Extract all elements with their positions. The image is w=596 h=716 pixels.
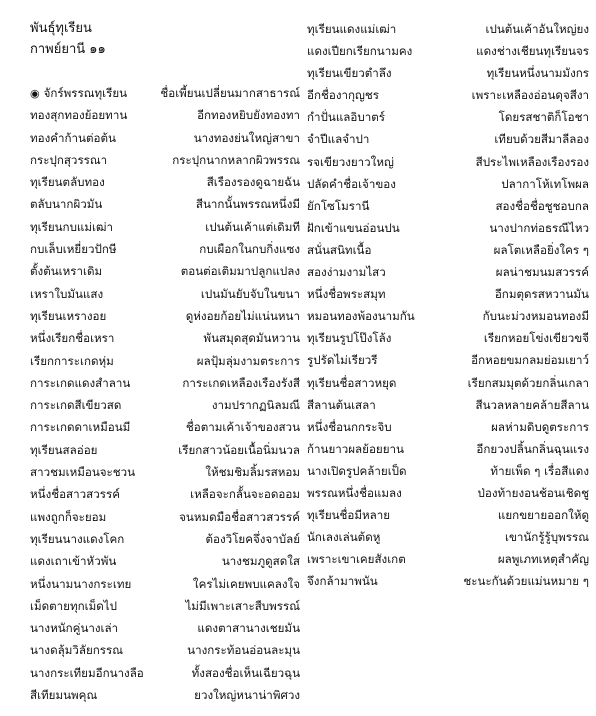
verse-second-half: ต้องวิโยคจึ่งจาบัลย์: [205, 531, 300, 546]
verse-first-text: รูปรัดไม่เรียวรี: [307, 353, 378, 368]
verse-first-half: [307, 261, 386, 283]
verse-first-text: ทุเรียนสลอ่อย: [30, 442, 98, 457]
verse-first-half: [30, 662, 144, 684]
verse-line: [307, 217, 589, 239]
verse-first-text: เม็ดตายทุกเม็ดไป: [30, 598, 117, 613]
verse-first-half: [307, 526, 380, 548]
verse-first-text: สาวชมเหมือนจะชวน: [30, 465, 136, 480]
verse-second-half: การะเกดเหลืองเรืองรังสี: [182, 375, 300, 390]
verse-first-text: ทุเรียนรูปโป๊งโล้ง: [307, 331, 392, 346]
verse-first-text: รจเขียวงยาวใหญ่: [307, 154, 394, 169]
verse-first-half: [307, 438, 404, 460]
verse-first-half: [30, 82, 127, 104]
verse-line: [307, 548, 589, 570]
verse-second-half: ยวงใหญ่หนาน่าพิศวง: [194, 688, 300, 703]
verse-second-half: ทุเรียนหนึ่งนามมังกร: [486, 66, 589, 81]
verse-first-half: [30, 171, 105, 193]
verse-line: [307, 84, 589, 106]
verse-line: [30, 394, 300, 416]
verse-second-half: ปลากาโห้เทโพผล: [501, 176, 589, 191]
verse-second-half: พันสมุดสุดมันหวาน: [203, 331, 300, 346]
verse-line: [307, 173, 589, 195]
verse-second-half: ชื่อเพี้ยนเปลี่ยนมากสาธารณ์: [160, 86, 300, 100]
verse-first-text: ตลับนากผิวมัน: [30, 197, 103, 212]
verse-second-half: นางทองย่นใหญ่สาขา: [193, 130, 300, 145]
verse-first-half: [307, 416, 392, 438]
verse-first-text: ทุเรียนชื่อมีหลาย: [307, 508, 391, 523]
poem-meter: กาพย์ยานี ๑๑: [30, 42, 106, 57]
verse-second-half: นางปากท่อธรณีไหว: [489, 220, 589, 235]
verse-line: [307, 40, 589, 62]
verse-first-text: สีเทียมนพคุณ: [30, 688, 98, 703]
verse-first-text: ทุเรียนแดงแม่เฒ่า: [307, 22, 397, 36]
verse-first-text: ทุเรียนเขียวตำลึง: [307, 66, 392, 81]
verse-second-half: เรียกสมมุตด้วยกลิ่นเกลา: [467, 375, 589, 390]
verse-line: [307, 327, 589, 349]
verse-first-text: ฝักเข้าแขนอ่อนปน: [307, 220, 400, 235]
verse-first-half: [30, 327, 114, 349]
verse-first-text: สองง่ามงามไสว: [307, 265, 386, 280]
verse-second-half: กระปุกนากหลากผิวพรรณ: [172, 152, 300, 167]
verse-line: [30, 193, 300, 215]
verse-first-half: [30, 483, 120, 505]
verse-first-half: [307, 18, 396, 40]
verse-first-half: [307, 128, 369, 150]
verse-line: [30, 350, 300, 372]
verse-first-text: หนึ่งเรียกชื่อเหรา: [30, 331, 115, 346]
verse-line: [30, 171, 300, 193]
verse-first-half: [307, 482, 402, 504]
verse-first-half: [307, 239, 371, 261]
verse-second-half: โดยรสชาติก็โอชา: [498, 110, 589, 125]
verse-line: [307, 106, 589, 128]
verse-line: [30, 149, 300, 171]
verse-line: [30, 573, 300, 595]
verse-first-half: [307, 62, 392, 84]
verse-first-half: [307, 349, 378, 371]
verse-first-half: [30, 305, 106, 327]
verse-first-text: หนึ่งชื่อนกกระจิบ: [307, 419, 392, 434]
verse-first-half: [30, 595, 117, 617]
verse-first-text: สีลานต้นเสลา: [307, 397, 376, 412]
verse-first-text: ทุเรียนชื่อสาวหยุด: [307, 375, 397, 390]
verse-first-text: การะเกดดาเหมือนมี: [30, 420, 131, 435]
verse-second-half: อีกยวงปลิ้นกลิ่นฉุนแรง: [476, 441, 589, 456]
verse-first-half: [307, 283, 386, 305]
verse-first-half: [30, 550, 116, 572]
verse-second-half: เขานักรู้รู้บุพรรณ: [504, 530, 589, 545]
right-column: [307, 18, 589, 592]
verse-second-half: ผลโตเหลือยิ่งใคร ๆ: [493, 242, 589, 257]
verse-line: [30, 528, 300, 550]
verse-line: [307, 372, 589, 394]
verse-second-half: ให้ชมชิมลิ้มรสหอม: [205, 465, 300, 480]
verse-line: [307, 504, 589, 526]
verse-first-half: [30, 416, 130, 438]
verse-first-half: [30, 350, 114, 372]
verse-first-half: [307, 173, 396, 195]
verse-first-text: หนึ่งชื่อสาวสวรรค์: [30, 487, 120, 502]
verse-first-text: ยักโซโมรานี: [307, 198, 370, 213]
verse-first-text: กระปุกสุวรรณา: [30, 152, 108, 167]
verse-first-text: หมอนทองพ้องนามกัน: [307, 309, 415, 324]
verse-second-half: ดูห่งอยก้อยไม่แน่นหนา: [185, 308, 300, 323]
verse-first-text: การะเกดแดงสำลาน: [30, 375, 131, 390]
verse-line: [30, 127, 300, 149]
verse-first-half: [307, 372, 396, 394]
verse-first-text: นักเลงเล่นต้ดหู: [307, 530, 381, 545]
verse-first-half: [307, 151, 394, 173]
verse-first-half: [307, 217, 400, 239]
verse-second-half: สองชื่อชื่อชูชอบกล: [495, 198, 589, 213]
verse-line: [307, 460, 589, 482]
verse-line: [307, 482, 589, 504]
verse-first-text: นางดลุ้มวิลัยกรรณ: [30, 643, 124, 658]
verse-second-half: เปนมันยับจับในขนา: [200, 286, 300, 301]
verse-first-half: [30, 461, 135, 483]
verse-second-half: อีกหอยขมกลมย่อมเยาว์: [471, 353, 589, 368]
verse-line: [30, 439, 300, 461]
verse-line: [307, 195, 589, 217]
verse-line: [307, 416, 589, 438]
left-column: [30, 18, 300, 706]
verse-line: [30, 662, 300, 684]
verse-line: [30, 260, 300, 282]
verse-line: [307, 570, 589, 592]
verse-line: [307, 151, 589, 173]
verse-second-half: อีกมตุดรสหวานมัน: [494, 287, 589, 302]
verse-line: [307, 239, 589, 261]
bullet-icon: ◉: [30, 87, 40, 100]
verse-second-half: ท้ายเพ็ด ๆ เรื่อสีแดง: [490, 463, 589, 478]
verse-first-text: เพราะเขาเคยสังเกต: [307, 552, 406, 567]
verse-second-half: ไม่มีเพาะเสาะสืบพรรณ์: [185, 598, 300, 613]
verse-second-half: เรียกหอยโข่งเขียวขจี: [483, 331, 589, 346]
verse-second-half: ป่องท้ายงอนช้อนเชิดชู: [477, 485, 589, 500]
verse-second-half: เทียบด้วยสีมาลีลอง: [494, 132, 589, 147]
verse-first-text: ทุเรียนนางแดงโคก: [30, 531, 125, 546]
verse-first-half: [30, 394, 121, 416]
verse-first-text: พรรณหนึ่งชื่อแมลง: [307, 485, 402, 500]
verse-line: [307, 349, 589, 371]
verse-line: [307, 305, 589, 327]
verse-second-half: เพราะเหลืองอ่อนดุจสีงา: [471, 88, 589, 103]
verse-second-half: เรียกสาวน้อยเนื้อนิ่มนวล: [178, 442, 300, 457]
verse-second-half: ชะนะกันด้วยแม่นหมาย ๆ: [463, 574, 589, 589]
verse-first-half: [307, 84, 379, 106]
verse-second-half: แดงตาสานางเชยมัน: [197, 621, 300, 636]
verse-second-half: ผลพูเภทเหตุสำคัญ: [497, 552, 589, 567]
verse-second-half: ผลน่าชมนมสวรรค์: [495, 265, 589, 280]
verse-first-half: [307, 106, 385, 128]
right-verse-list: [307, 18, 589, 592]
verse-first-text: ปลัดคำชื่อเจ้าของ: [307, 176, 396, 191]
verse-first-text: นางหนักคู่นางเล่า: [30, 621, 119, 636]
verse-first-text: เรียกการะเกดหุ่ม: [30, 353, 114, 368]
verse-first-half: [307, 548, 406, 570]
verse-first-text: แดงเปียกเรียกนามคง: [307, 44, 413, 59]
verse-first-half: [30, 104, 127, 126]
verse-second-half: กบเผือกในกบกิ่งแซง: [199, 242, 300, 257]
verse-first-text: ทุเรียนตลับทอง: [30, 175, 105, 190]
verse-line: [30, 104, 300, 126]
verse-line: [307, 283, 589, 305]
verse-first-text: จึงกล้ามาพนัน: [307, 574, 378, 589]
verse-line: [307, 18, 589, 40]
verse-line: [30, 617, 300, 639]
verse-line: [30, 416, 300, 438]
verse-first-half: [30, 216, 113, 238]
verse-first-half: [30, 238, 117, 260]
verse-second-half: อีกทองหยิบยังทองทา: [197, 108, 300, 123]
verse-line: [307, 438, 589, 460]
verse-first-half: [307, 40, 412, 62]
verse-second-half: ตอนต่อเติมมาปลูกแปลง: [180, 264, 300, 279]
verse-line: [307, 394, 589, 416]
verse-first-half: [307, 394, 376, 416]
verse-second-half: แยกขยายออกให้ดู: [497, 508, 589, 523]
verse-first-text: ตั้งต้นเหราเดิม: [30, 264, 103, 279]
verse-second-half: สีนากนั้นพรรณหนึ่งมี: [195, 197, 300, 212]
verse-first-text: แพงถูกก็จะยอม: [30, 509, 107, 524]
verse-line: [30, 372, 300, 394]
verse-second-half: นางกระท้อนอ่อนละมุน: [187, 643, 300, 658]
verse-first-half: [30, 573, 131, 595]
verse-first-half: [30, 439, 97, 461]
verse-line: [307, 128, 589, 150]
verse-line: [30, 283, 300, 305]
verse-first-text: หนึ่งนามนางกระเทย: [30, 576, 132, 591]
verse-first-half: [30, 617, 118, 639]
verse-line: [30, 506, 300, 528]
verse-first-half: [30, 506, 106, 528]
verse-first-half: [30, 193, 102, 215]
verse-second-half: แดงช่างเชียนทุเรียนจร: [476, 44, 589, 59]
verse-line: [30, 82, 300, 104]
verse-first-text: การะเกดสีเขียวสด: [30, 398, 122, 413]
verse-first-text: จำปีแลจำปา: [307, 132, 370, 147]
verse-first-text: หนึ่งชื่อพระสมุท: [307, 287, 386, 302]
verse-line: [30, 327, 300, 349]
verse-line: [307, 526, 589, 548]
verse-line: [30, 684, 300, 706]
verse-second-half: ผลปุ้มลุ่มงามตระการ: [196, 353, 300, 368]
verse-first-text: ทุเรียนเหรางอย: [30, 308, 107, 323]
verse-second-half: ใครไม่เคยพบแคลงใจ: [192, 576, 300, 591]
verse-first-text: นางกระเทียมอีกนางลือ: [30, 665, 144, 680]
verse-first-text: ทองคำก้านต่อต้น: [30, 130, 116, 145]
verse-line: [30, 238, 300, 260]
verse-first-half: [307, 195, 369, 217]
verse-first-half: [307, 305, 415, 327]
poem-title: พันธุ์ทุเรียน: [30, 21, 92, 36]
verse-line: [307, 261, 589, 283]
verse-line: [30, 461, 300, 483]
verse-second-half: เปนต้นเค้าอันใหญ่ยง: [485, 22, 589, 36]
verse-first-text: อีกชื่องากุญชร: [307, 88, 379, 103]
verse-line: [30, 595, 300, 617]
verse-first-half: [30, 149, 107, 171]
verse-first-text: ก้านยาวผลย้อยยาน: [307, 441, 404, 456]
verse-first-half: [30, 283, 103, 305]
verse-first-text: สนั่นสนิทเนื้อ: [307, 242, 372, 257]
verse-first-half: [30, 528, 124, 550]
verse-second-half: ทั้งสองชื่อเห็นเฉียวฉุน: [191, 665, 300, 680]
verse-first-text: ทองสุกทองย้อยทาน: [30, 108, 128, 123]
verse-second-half: จนหมดมือชื่อสาวสวรรค์: [179, 509, 300, 524]
verse-second-half: งามปรากฏนิลมณี: [211, 398, 300, 413]
verse-first-half: [307, 570, 378, 592]
verse-second-half: ผลห่ามดิบดูตระการ: [491, 419, 589, 434]
verse-first-half: [30, 639, 123, 661]
left-verse-list: [30, 82, 300, 706]
verse-second-half: เหลือจะกลั้นจะอดออม: [190, 487, 300, 502]
verse-line: [30, 639, 300, 661]
verse-first-half: [307, 327, 391, 349]
verse-first-half: [30, 127, 116, 149]
verse-second-half: กับนะม่วงหมอนทองมี: [482, 309, 589, 324]
verse-first-text: เหราใบมันแสง: [30, 286, 104, 301]
verse-first-text: กบเล็บเหยี่ยวปักษี: [30, 242, 117, 257]
verse-second-half: สีประไพเหลืองเรืองรอง: [475, 154, 589, 169]
verse-first-text: จักร์พรรณทุเรียน: [43, 86, 128, 100]
verse-first-text: นางเปิดรูปคล้ายเป็ด: [307, 463, 407, 478]
verse-first-half: [30, 372, 130, 394]
verse-first-half: [307, 504, 390, 526]
verse-second-half: ชื่อตามเค้าเจ้าของสวน: [185, 420, 300, 435]
verse-first-half: [307, 460, 407, 482]
verse-first-half: [30, 260, 102, 282]
verse-second-half: สีนวลหลายคล้ายสีลาน: [475, 397, 589, 412]
verse-second-half: สีเรืองรองดูฉายฉัน: [206, 175, 300, 190]
verse-line: [30, 305, 300, 327]
verse-second-half: นางชมภูดูสดใส: [221, 554, 300, 569]
verse-line: [30, 483, 300, 505]
heading-spacer: [30, 60, 300, 82]
verse-line: [30, 550, 300, 572]
verse-first-half: [30, 684, 97, 706]
verse-second-half: เปนต้นเค้าแต่เดิมที: [205, 219, 300, 234]
verse-first-text: แดงเถาเข้าหัวพัน: [30, 554, 117, 569]
verse-line: [30, 216, 300, 238]
verse-line: [307, 62, 589, 84]
verse-first-text: ทุเรียนกบแม่เฒ่า: [30, 219, 113, 234]
verse-first-text: กำปั่นแลอิบาตร์: [307, 110, 385, 125]
